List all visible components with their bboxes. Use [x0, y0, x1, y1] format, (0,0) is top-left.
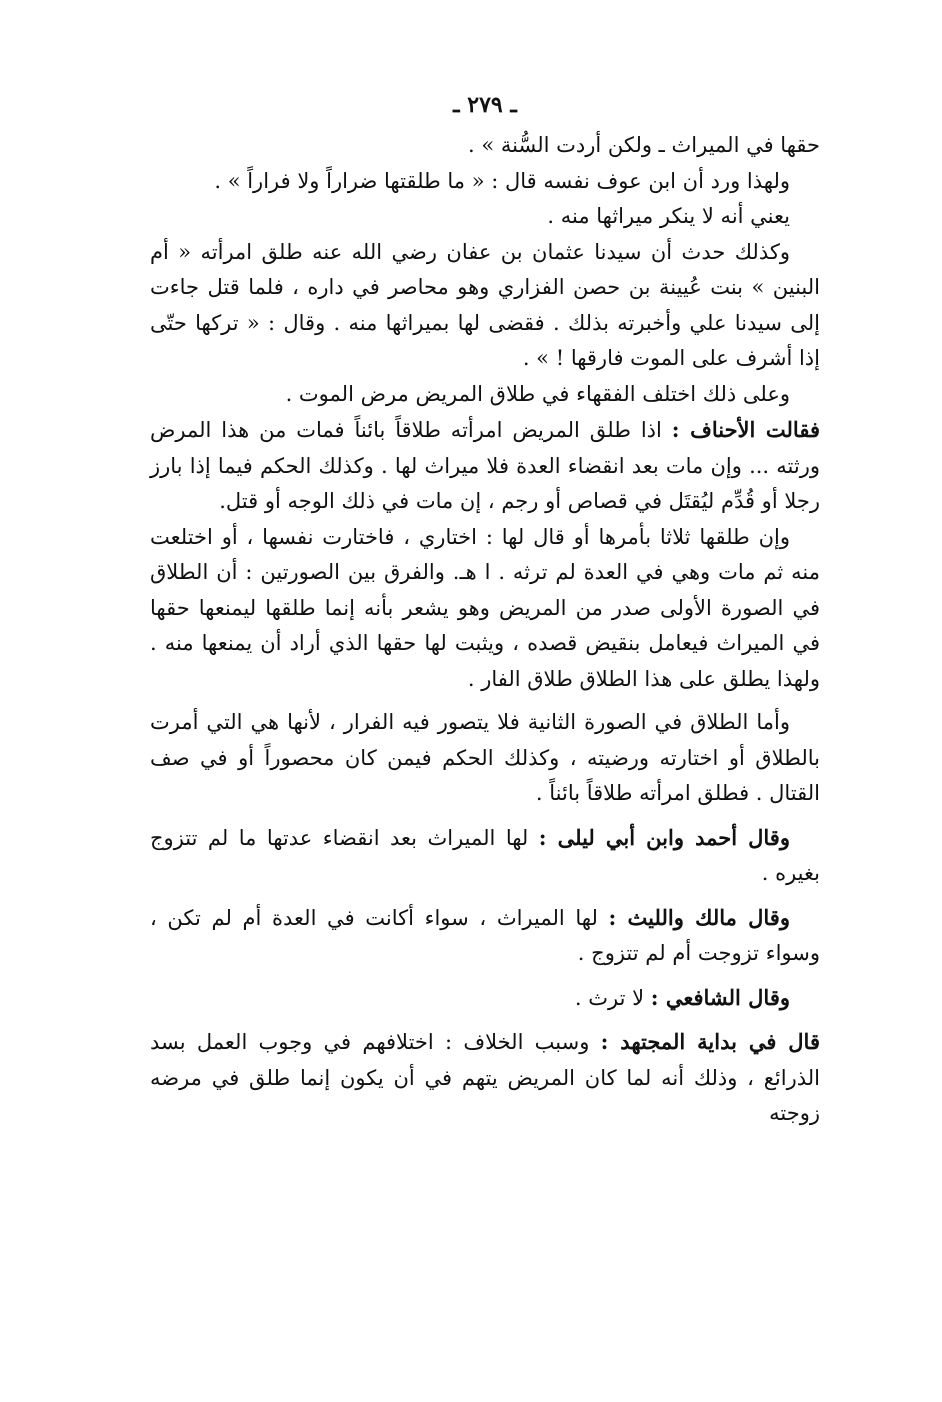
- paragraph-text: وعلى ذلك اختلف الفقهاء في طلاق المريض مرض الموت .: [285, 381, 790, 406]
- paragraph-text: وإن طلقها ثلاثا بأمرها أو قال لها : اختاري ، فاختارت نفسها ، أو اختلعت منه ثم مات وهي في العدة لم ترثه . ا هـ. والفرق بين الصورتين : أن الطلاق في الصورة الأولى صدر من المريض وهو يشعر بأنه إنما طلقها ليمنعها حقها في الميراث فيعامل بنقيض قصده ، ويثبت لها حقها الذي أراد أن يمنعها منه . ولهذا يطلق على هذا الطلاق طلاق الفار .: [150, 524, 820, 691]
- paragraph-text: يعني أنه لا ينكر ميراثها منه .: [547, 204, 790, 228]
- paragraph-lead: فقالت الأحناف :: [671, 417, 820, 442]
- book-page: [150, 88, 820, 1132]
- paragraph-5: [150, 377, 820, 413]
- paragraph-text: حقها في الميراث ـ ولكن أردت السُّنة » .: [468, 133, 820, 157]
- paragraph-text: لها الميراث ، سواء أكانت في العدة أم لم تكن ، وسواء تزوجت أم لم تتزوج .: [150, 905, 820, 965]
- page-number: ـ ٢٧٩ ـ: [453, 92, 517, 118]
- paragraph-text: وسبب الخلاف : اختلافهم في وجوب العمل بسد الذرائع ، وذلك أنه لما كان المريض يتهم في أن يكون إنما طلق في مرضه زوجته: [150, 1030, 820, 1125]
- paragraph-text: لا ترث .: [574, 985, 651, 1010]
- paragraph-text: اذا طلق المريض امرأته طلاقاً بائناً فمات من هذا المرض ورثته ... وإن مات بعد انقضاء العدة فلا ميراث لها . وكذلك الحكم فيما إذا بارز رجلا أو قُدِّم ليُقتَل في قصاص أو رجم ، إن مات في ذلك الوجه أو قتل.: [150, 418, 820, 513]
- paragraph-4: [150, 235, 820, 377]
- paragraph-1: [150, 128, 820, 164]
- paragraph-3: [150, 199, 820, 235]
- paragraph-lead: وقال الشافعي :: [650, 984, 790, 1010]
- paragraph-6: [150, 412, 820, 520]
- paragraph-lead: وقال أحمد وابن أبي ليلى :: [538, 824, 790, 850]
- paragraph-text: ولهذا ورد أن ابن عوف نفسه قال : « ما طلقتها ضراراً ولا فراراً » .: [214, 168, 790, 193]
- paragraph-lead: وقال مالك والليث :: [608, 904, 790, 930]
- paragraph-2: [150, 164, 820, 200]
- paragraph-11: [150, 980, 820, 1017]
- paragraph-text: وأما الطلاق في الصورة الثانية فلا يتصور فيه الفرار ، لأنها هي التي أمرت بالطلاق أو اختارته ورضيته ، وكذلك الحكم فيمن كان محصوراً أو في صف القتال . فطلق امرأته طلاقاً بائناً .: [150, 710, 820, 805]
- paragraph-10: [150, 900, 820, 972]
- paragraph-7: [150, 520, 820, 698]
- paragraph-lead: قال في بداية المجتهد :: [600, 1029, 820, 1054]
- paragraph-text: وكذلك حدث أن سيدنا عثمان بن عفان رضي الله عنه طلق امرأته « أم البنين » بنت عُيينة بن حصن الفزاري وهو محاصر في داره ، فلما قتل جاءت إلى سيدنا علي وأخبرته بذلك . فقضى لها بميراثها منه . وقال : « تركها حتّى إذا أشرف على الموت فارقها ! » .: [150, 239, 820, 370]
- paragraph-9: [150, 820, 820, 892]
- paragraph-text: لها الميراث بعد انقضاء عدتها ما لم تتزوج بغيره .: [150, 825, 820, 885]
- paragraph-8: [150, 705, 820, 812]
- paragraph-12: [150, 1024, 820, 1132]
